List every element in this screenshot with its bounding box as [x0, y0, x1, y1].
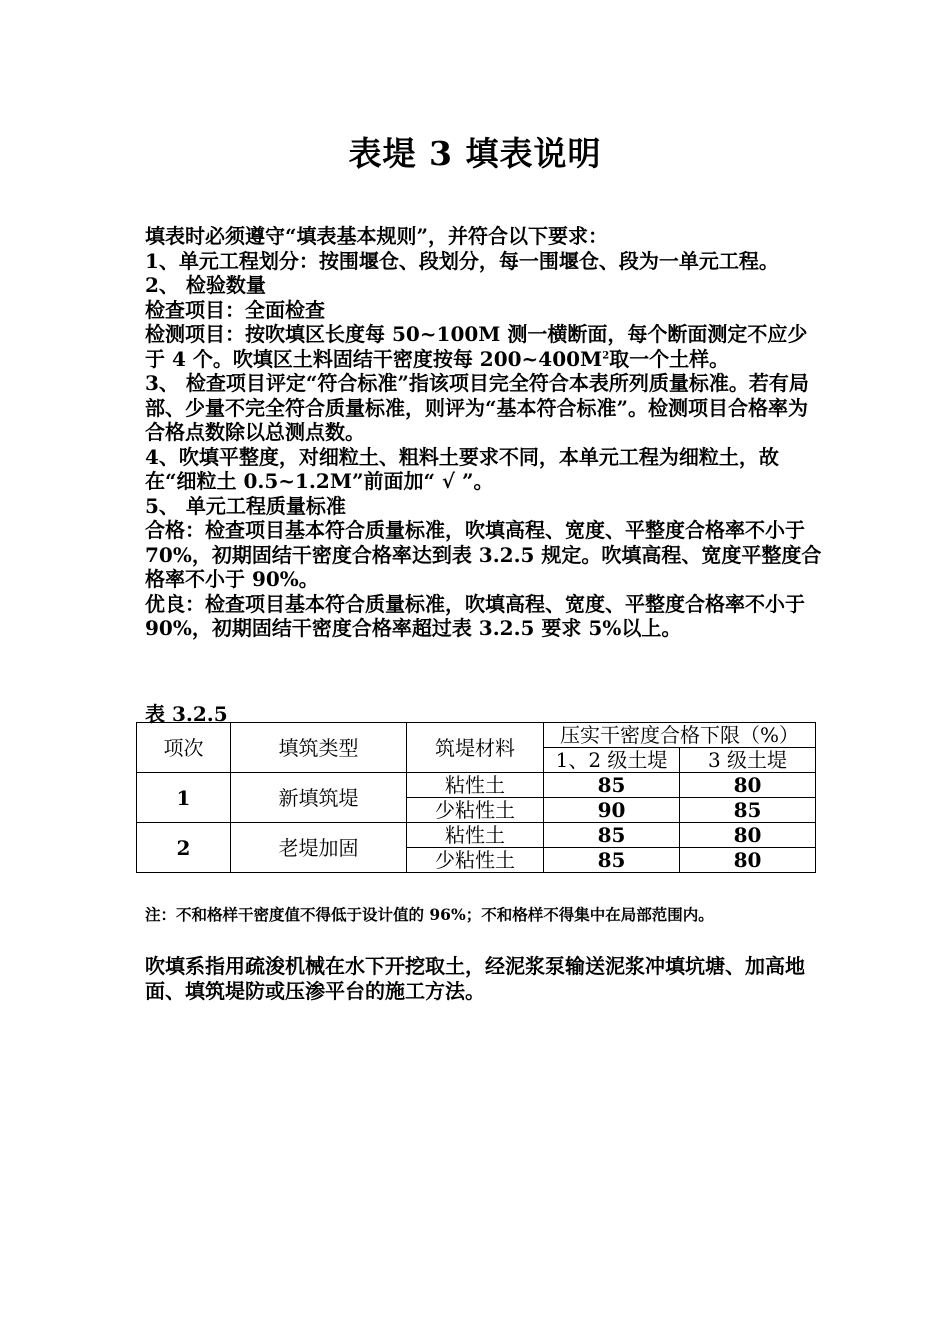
- row-fill-type: 老堤加固: [231, 823, 407, 873]
- item-5-heading: 5、 单元工程质量标准: [145, 493, 346, 518]
- row-grade-1-2-value: 90: [544, 798, 680, 823]
- row-grade-3-value: 85: [680, 798, 816, 823]
- item-2-heading: 2、 检验数量: [145, 273, 266, 297]
- row-seq: 1: [137, 773, 231, 823]
- row-material: 少粘性土: [407, 798, 544, 823]
- row-material: 少粘性土: [407, 848, 544, 873]
- row-grade-3-value: 80: [680, 773, 816, 798]
- instructions-body: [145, 224, 825, 641]
- table-row: [137, 823, 816, 848]
- definition-paragraph: 吹填系指用疏浚机械在水下开挖取土，经泥浆泵输送泥浆冲填坑塘、加高地面、填筑堤防或压渗平台的施工方法。: [145, 954, 805, 1003]
- row-grade-3-value: 80: [680, 848, 816, 873]
- item-2-test-end: 取一个土样。: [609, 346, 730, 371]
- row-grade-1-2-value: 85: [544, 848, 680, 873]
- header-material: 筑堤材料: [407, 723, 544, 773]
- superscript-2: 2: [602, 349, 610, 361]
- row-grade-3-value: 80: [680, 823, 816, 848]
- item-4-flatness: 4、吹填平整度，对细粒土、粗料土要求不同，本单元工程为细粒土，故在“细粒土 0.5~1.2M”前面加“ √ ”。: [145, 444, 779, 493]
- header-fill-type: 填筑类型: [231, 723, 407, 773]
- row-material: 粘性土: [407, 823, 544, 848]
- table-note: 注：不和格样干密度值不得低于设计值的 96%；不和格样不得集中在局部范围内。: [145, 905, 714, 924]
- item-5-pass-criteria: 合格：检查项目基本符合质量标准，吹填高程、宽度、平整度合格率不小于 70%，初期固结干密度合格率达到表 3.2.5 规定。吹填高程、宽度平整度合格率不小于 90%。: [145, 518, 822, 591]
- header-density-group: 压实干密度合格下限（%）: [544, 723, 816, 748]
- item-3-evaluation: 3、 检查项目评定“符合标准”指该项目完全符合本表所列质量标准。若有局部、少量不完全符合质量标准，则评为“基本符合标准”。检测项目合格率为合格点数除以总测点数。: [145, 371, 809, 444]
- row-seq: 2: [137, 823, 231, 873]
- row-grade-1-2-value: 85: [544, 823, 680, 848]
- item-2-test-text: 检测项目：按吹填区长度每 50~100M 测一横断面，每个断面测定不应少于 4 个。吹填区土料固结干密度按每 200~400M: [145, 322, 808, 371]
- item-2-check-items: 检查项目：全面检查: [145, 297, 325, 322]
- header-grade-1-2: 1、2 级土堤: [544, 748, 680, 773]
- item-2-test-items: [145, 322, 825, 371]
- page-title: 表堤 3 填表说明: [348, 134, 602, 173]
- intro-line: 填表时必须遵守“填表基本规则”，并符合以下要求：: [145, 224, 609, 248]
- row-material: 粘性土: [407, 773, 544, 798]
- density-table: [136, 722, 816, 873]
- table-row: [137, 773, 816, 798]
- header-seq: 项次: [137, 723, 231, 773]
- item-5-excellent-criteria: 优良：检查项目基本符合质量标准，吹填高程、宽度、平整度合格率不小于 90%，初期固结干密度合格率超过表 3.2.5 要求 5%以上。: [145, 591, 805, 640]
- header-grade-3: 3 级土堤: [680, 748, 816, 773]
- row-grade-1-2-value: 85: [544, 773, 680, 798]
- table-header-row: [137, 723, 816, 748]
- row-fill-type: 新填筑堤: [231, 773, 407, 823]
- item-1-division: 1、单元工程划分：按围堰仓、段划分，每一围堰仓、段为一单元工程。: [145, 248, 779, 273]
- table-caption: 表 3.2.5: [145, 702, 228, 726]
